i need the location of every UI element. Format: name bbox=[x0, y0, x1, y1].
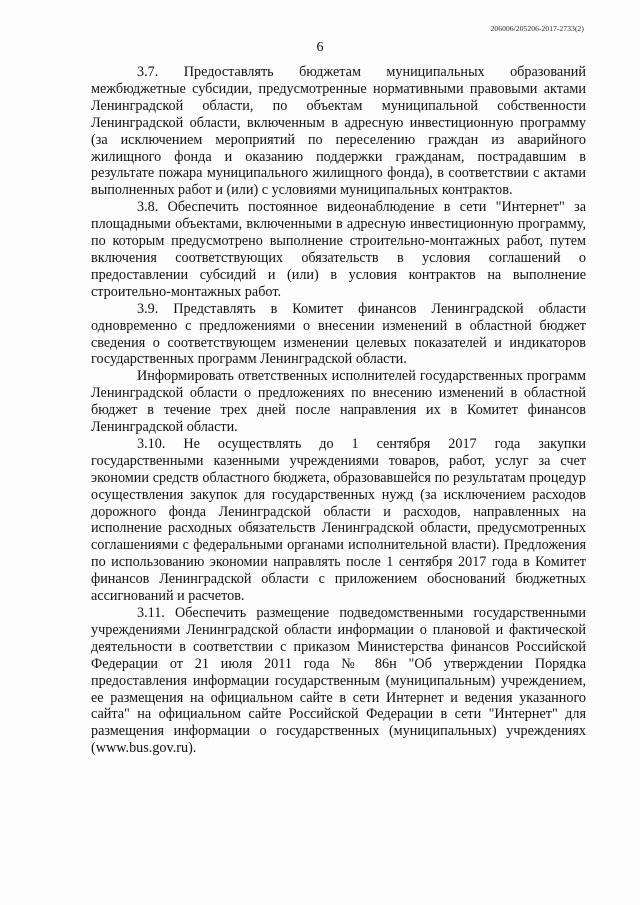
paragraph-3-8: 3.8. Обеспечить постоянное видеонаблюдение в сети "Интернет" за площадными объектами, включенными в адресную инвестиционную программу, по которым предусмотрено выполнение строительно-монтажных работ, путем включения соответствующих обязательств в условия соглашений о предоставлении субсидий и (или) в условия контрактов на выполнение строительно-монтажных работ. bbox=[91, 199, 586, 300]
paragraph-3-10: 3.10. Не осуществлять до 1 сентября 2017 года закупки государственными казенными учреждениями товаров, работ, услуг за счет экономии средств областного бюджета, образовавшейся по результатам процедур осуществления закупок для государственных нужд (за исключением расходов дорожного фонда Ленинградской области и расходов, направленных на исполнение расходных обязательств Ленинградской области, предусмотренных соглашениями с федеральными органами исполнительной власти). Предложения по использованию экономии направлять после 1 сентября 2017 года в Комитет финансов Ленинградской области с приложением обоснований бюджетных ассигнований и расчетов. bbox=[91, 435, 586, 605]
paragraph-3-11: 3.11. Обеспечить размещение подведомственными государственными учреждениями Ленинградской области информации о плановой и фактической деятельности в соответствии с приказом Министерства финансов Российской Федерации от 21 июля 2011 года № 86н "Об утверждении Порядка предоставления информации государственным (муниципальным) учреждением, ее размещения на официальном сайте в сети Интернет и ведения указанного сайта" на официальном сайте Российской Федерации в сети "Интернет" для размещения информации о государственных (муниципальных) учреждениях (www.bus.gov.ru). bbox=[91, 605, 586, 757]
paragraph-3-7: 3.7. Предоставлять бюджетам муниципальных образований межбюджетные субсидии, предусмотренные нормативными правовыми актами Ленинградской области, по объектам муниципальной собственности Ленинградской области, включенным в адресную инвестиционную программу (за исключением мероприятий по переселению граждан из аварийного жилищного фонда и оказанию поддержки гражданам, пострадавшим в результате пожара муниципального жилищного фонда), в соответствии с актами выполненных работ и (или) с условиями муниципальных контрактов. bbox=[91, 64, 586, 199]
paragraph-3-9: 3.9. Представлять в Комитет финансов Ленинградской области одновременно с предложениями о внесении изменений в областной бюджет сведения о соответствующем изменении целевых показателей и индикаторов государственных программ Ленинградской области. bbox=[91, 300, 586, 368]
document-body bbox=[91, 64, 586, 757]
page-number: 6 bbox=[316, 40, 324, 55]
document-code: 206006/205206-2017-2733(2) bbox=[490, 24, 584, 33]
paragraph-3-9-inform: Информировать ответственных исполнителей государственных программ Ленинградской области о предложениях по внесению изменений в областной бюджет в течение трех дней после направления их в Комитет финансов Ленинградской области. bbox=[91, 368, 586, 436]
